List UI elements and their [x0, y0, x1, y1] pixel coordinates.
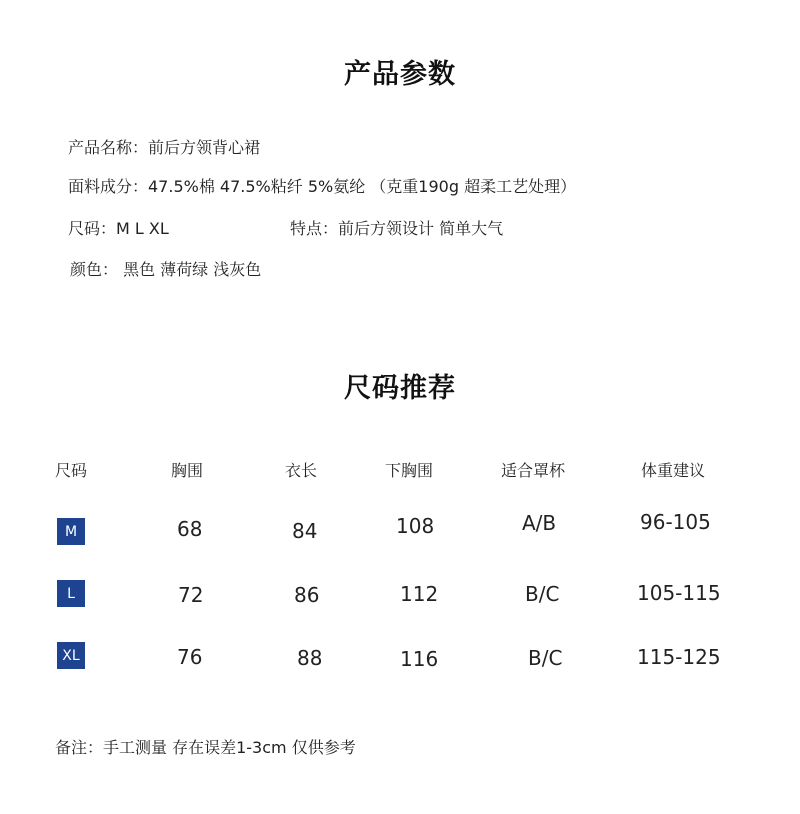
row-xl-length: 88	[297, 646, 323, 670]
row-xl-underbust: 116	[400, 647, 439, 671]
row-m-underbust: 108	[396, 514, 435, 538]
size-badge-l: L	[57, 580, 85, 607]
row-m-weight: 96-105	[640, 510, 711, 534]
row-m-cup: A/B	[522, 511, 557, 535]
size-options-line: 尺码：M L XL	[68, 219, 169, 238]
header-weight: 体重建议	[641, 461, 706, 480]
size-recommend-title: 尺码推荐	[344, 373, 456, 404]
row-xl-cup: B/C	[528, 646, 563, 670]
row-l-length: 86	[294, 583, 320, 607]
header-underbust: 下胸围	[385, 461, 434, 480]
row-l-cup: B/C	[525, 582, 560, 606]
row-xl-chest: 76	[177, 645, 203, 669]
row-l-underbust: 112	[400, 582, 439, 606]
header-size: 尺码	[55, 461, 88, 480]
header-chest: 胸围	[171, 461, 204, 480]
size-badge-m: M	[57, 518, 85, 545]
product-params-title: 产品参数	[344, 59, 456, 90]
measurement-note: 备注：手工测量 存在误差1-3cm 仅供参考	[55, 738, 356, 757]
header-cup: 适合罩杯	[501, 461, 566, 480]
product-name-line: 产品名称：前后方领背心裙	[68, 138, 261, 157]
row-l-weight: 105-115	[637, 581, 721, 605]
header-length: 衣长	[285, 461, 318, 480]
size-badge-xl: XL	[57, 642, 85, 669]
row-l-chest: 72	[178, 583, 204, 607]
row-m-length: 84	[292, 519, 318, 543]
row-m-chest: 68	[177, 517, 203, 541]
color-line: 颜色： 黑色 薄荷绿 浅灰色	[70, 260, 262, 279]
fabric-composition-line: 面料成分：47.5%棉 47.5%粘纤 5%氨纶 （克重190g 超柔工艺处理）	[68, 177, 577, 196]
feature-line: 特点：前后方领设计 简单大气	[290, 219, 504, 238]
row-xl-weight: 115-125	[637, 645, 721, 669]
